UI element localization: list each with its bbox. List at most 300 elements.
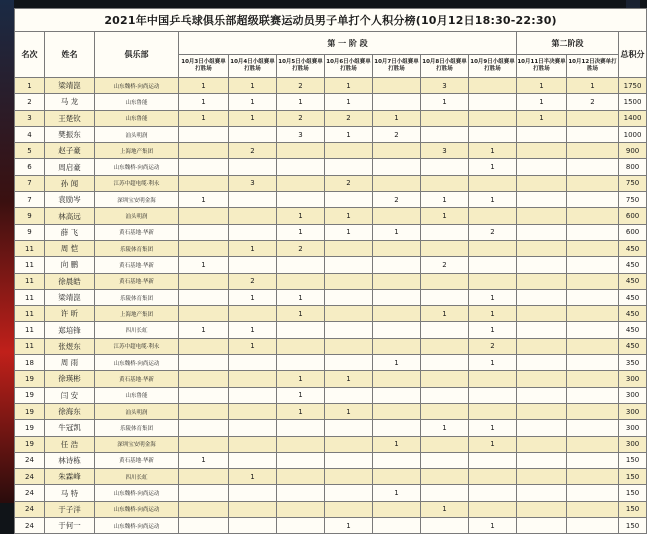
wins-cell [277, 485, 325, 501]
wins-cell [421, 289, 469, 305]
club-cell: 黄石基地·华新 [95, 224, 179, 240]
wins-cell: 1 [373, 355, 421, 371]
wins-cell [179, 126, 229, 142]
wins-cell [229, 355, 277, 371]
wins-cell [179, 371, 229, 387]
club-cell: 汕头明润 [95, 208, 179, 224]
rank-cell: 19 [15, 387, 45, 403]
player-name-cell: 林高远 [45, 208, 95, 224]
total-points-cell: 750 [619, 175, 647, 191]
club-cell: 山东魏桥·向尚运动 [95, 159, 179, 175]
wins-cell [229, 387, 277, 403]
rank-cell: 19 [15, 420, 45, 436]
table-row [15, 306, 647, 322]
player-name-cell: 于何一 [45, 518, 95, 534]
wins-cell [277, 175, 325, 191]
wins-cell: 1 [179, 78, 229, 94]
club-cell: 山东魏桥·向尚运动 [95, 518, 179, 534]
rank-cell: 9 [15, 224, 45, 240]
wins-cell [229, 485, 277, 501]
wins-cell: 1 [469, 436, 517, 452]
ranking-table [14, 8, 647, 534]
wins-cell [517, 355, 567, 371]
wins-cell [325, 143, 373, 159]
wins-cell [517, 387, 567, 403]
wins-cell [373, 289, 421, 305]
club-cell: 山东鲁能 [95, 387, 179, 403]
wins-cell [229, 257, 277, 273]
club-cell: 山东鲁能 [95, 110, 179, 126]
player-name-cell: 周 恺 [45, 240, 95, 256]
wins-cell: 1 [277, 403, 325, 419]
wins-cell [325, 257, 373, 273]
header-round: 10月4日小组赛单打胜场 [229, 55, 277, 78]
wins-cell: 1 [277, 387, 325, 403]
total-points-cell: 900 [619, 143, 647, 159]
background-left-strip [0, 0, 14, 503]
header-rank: 名次 [15, 32, 45, 78]
table-row [15, 338, 647, 354]
wins-cell: 1 [277, 208, 325, 224]
wins-cell: 1 [277, 371, 325, 387]
wins-cell [469, 126, 517, 142]
header-name: 姓名 [45, 32, 95, 78]
rank-cell: 11 [15, 240, 45, 256]
wins-cell [229, 501, 277, 517]
rank-cell: 24 [15, 518, 45, 534]
wins-cell [469, 501, 517, 517]
table-row [15, 452, 647, 468]
wins-cell: 1 [229, 289, 277, 305]
wins-cell: 1 [179, 257, 229, 273]
wins-cell: 1 [469, 306, 517, 322]
wins-cell [373, 371, 421, 387]
wins-cell: 1 [179, 110, 229, 126]
table-row [15, 94, 647, 110]
club-cell: 江苏中超电缆·利永 [95, 175, 179, 191]
wins-cell [325, 289, 373, 305]
wins-cell [421, 387, 469, 403]
rank-cell: 11 [15, 306, 45, 322]
wins-cell: 3 [277, 126, 325, 142]
total-points-cell: 150 [619, 469, 647, 485]
wins-cell [421, 355, 469, 371]
wins-cell [421, 452, 469, 468]
player-name-cell: 郑培锋 [45, 322, 95, 338]
wins-cell [469, 403, 517, 419]
wins-cell [567, 338, 619, 354]
wins-cell: 1 [517, 94, 567, 110]
club-cell: 黄石基地·华新 [95, 371, 179, 387]
wins-cell [229, 306, 277, 322]
player-name-cell: 许 昕 [45, 306, 95, 322]
wins-cell: 1 [469, 420, 517, 436]
rank-cell: 4 [15, 126, 45, 142]
club-cell: 黄石基地·华新 [95, 257, 179, 273]
player-name-cell: 朱霖峰 [45, 469, 95, 485]
wins-cell [567, 273, 619, 289]
wins-cell [179, 420, 229, 436]
wins-cell: 1 [229, 322, 277, 338]
wins-cell [373, 306, 421, 322]
wins-cell: 2 [567, 94, 619, 110]
rank-cell: 6 [15, 159, 45, 175]
wins-cell: 1 [229, 110, 277, 126]
wins-cell: 1 [325, 518, 373, 534]
wins-cell [277, 518, 325, 534]
wins-cell: 1 [373, 436, 421, 452]
player-name-cell: 梁靖崑 [45, 289, 95, 305]
wins-cell [567, 420, 619, 436]
wins-cell [567, 436, 619, 452]
wins-cell [229, 159, 277, 175]
wins-cell [373, 78, 421, 94]
wins-cell: 1 [277, 224, 325, 240]
player-name-cell: 周启豪 [45, 159, 95, 175]
wins-cell [179, 355, 229, 371]
wins-cell [229, 403, 277, 419]
wins-cell [325, 322, 373, 338]
wins-cell [469, 175, 517, 191]
club-cell: 黄石基地·华新 [95, 452, 179, 468]
total-points-cell: 600 [619, 224, 647, 240]
wins-cell [469, 208, 517, 224]
header-round: 10月9日小组赛单打胜场 [469, 55, 517, 78]
wins-cell [179, 338, 229, 354]
table-row [15, 192, 647, 208]
wins-cell [517, 306, 567, 322]
wins-cell [179, 387, 229, 403]
wins-cell: 1 [373, 110, 421, 126]
wins-cell [421, 518, 469, 534]
wins-cell [325, 338, 373, 354]
table-row [15, 518, 647, 534]
wins-cell [179, 289, 229, 305]
wins-cell: 1 [325, 94, 373, 110]
rank-cell: 1 [15, 78, 45, 94]
table-row [15, 501, 647, 517]
table-row [15, 322, 647, 338]
wins-cell [373, 175, 421, 191]
wins-cell [567, 208, 619, 224]
club-cell: 黄石基地·华新 [95, 273, 179, 289]
rank-cell: 18 [15, 355, 45, 371]
wins-cell: 2 [469, 338, 517, 354]
wins-cell: 2 [229, 273, 277, 289]
wins-cell [469, 78, 517, 94]
header-stage-1: 第 一 阶 段 [179, 32, 517, 55]
wins-cell [373, 322, 421, 338]
wins-cell: 1 [469, 322, 517, 338]
wins-cell [421, 240, 469, 256]
wins-cell [373, 469, 421, 485]
wins-cell [179, 469, 229, 485]
wins-cell [373, 420, 421, 436]
wins-cell [277, 143, 325, 159]
rank-cell: 19 [15, 371, 45, 387]
rank-cell: 24 [15, 501, 45, 517]
table-row [15, 469, 647, 485]
table-row [15, 403, 647, 419]
wins-cell: 1 [325, 224, 373, 240]
wins-cell [421, 224, 469, 240]
player-name-cell: 袁励岑 [45, 192, 95, 208]
table-row [15, 78, 647, 94]
wins-cell [229, 371, 277, 387]
header-round: 10月7日小组赛单打胜场 [373, 55, 421, 78]
wins-cell [277, 436, 325, 452]
wins-cell [277, 355, 325, 371]
wins-cell [325, 240, 373, 256]
wins-cell: 1 [179, 94, 229, 110]
table-row [15, 208, 647, 224]
header-round: 10月11日半决赛单打胜场 [517, 55, 567, 78]
wins-cell: 2 [229, 143, 277, 159]
club-cell: 四川长虹 [95, 322, 179, 338]
wins-cell [469, 469, 517, 485]
wins-cell [229, 518, 277, 534]
header-stage-2: 第二阶段 [517, 32, 619, 55]
wins-cell [421, 175, 469, 191]
wins-cell: 1 [469, 143, 517, 159]
player-name-cell: 闫 安 [45, 387, 95, 403]
wins-cell [373, 273, 421, 289]
wins-cell: 1 [421, 501, 469, 517]
total-points-cell: 450 [619, 240, 647, 256]
wins-cell [277, 338, 325, 354]
header-round: 10月12日决赛单打胜场 [567, 55, 619, 78]
rank-cell: 11 [15, 273, 45, 289]
wins-cell [517, 208, 567, 224]
wins-cell: 1 [469, 518, 517, 534]
wins-cell [325, 469, 373, 485]
table-row [15, 224, 647, 240]
wins-cell [567, 257, 619, 273]
wins-cell [517, 338, 567, 354]
player-name-cell: 徐晨皓 [45, 273, 95, 289]
total-points-cell: 750 [619, 192, 647, 208]
table-row [15, 355, 647, 371]
wins-cell [517, 240, 567, 256]
wins-cell [373, 403, 421, 419]
wins-cell [421, 371, 469, 387]
table-row [15, 159, 647, 175]
wins-cell [517, 289, 567, 305]
total-points-cell: 450 [619, 338, 647, 354]
wins-cell [179, 273, 229, 289]
total-points-cell: 450 [619, 257, 647, 273]
wins-cell [229, 420, 277, 436]
wins-cell [421, 485, 469, 501]
wins-cell [277, 452, 325, 468]
rank-cell: 7 [15, 192, 45, 208]
wins-cell [421, 338, 469, 354]
rank-cell: 11 [15, 257, 45, 273]
club-cell: 深圳宝安明金海 [95, 192, 179, 208]
player-name-cell: 徐海东 [45, 403, 95, 419]
player-name-cell: 马 龙 [45, 94, 95, 110]
wins-cell [325, 273, 373, 289]
wins-cell [373, 518, 421, 534]
wins-cell: 1 [517, 110, 567, 126]
wins-cell [325, 420, 373, 436]
wins-cell [517, 420, 567, 436]
wins-cell [517, 452, 567, 468]
table-row [15, 436, 647, 452]
wins-cell [517, 224, 567, 240]
table-row [15, 387, 647, 403]
wins-cell [179, 224, 229, 240]
wins-cell [567, 355, 619, 371]
wins-cell: 1 [229, 469, 277, 485]
wins-cell [567, 322, 619, 338]
total-points-cell: 450 [619, 306, 647, 322]
wins-cell: 1 [179, 452, 229, 468]
wins-cell: 1 [229, 240, 277, 256]
wins-cell [179, 240, 229, 256]
wins-cell [277, 322, 325, 338]
wins-cell [517, 501, 567, 517]
wins-cell [373, 452, 421, 468]
wins-cell [229, 436, 277, 452]
wins-cell [469, 257, 517, 273]
table-row [15, 143, 647, 159]
rank-cell: 19 [15, 403, 45, 419]
table-row [15, 175, 647, 191]
total-points-cell: 300 [619, 420, 647, 436]
wins-cell [567, 240, 619, 256]
wins-cell [229, 208, 277, 224]
wins-cell [277, 159, 325, 175]
rank-cell: 9 [15, 208, 45, 224]
header-round: 10月5日小组赛单打胜场 [277, 55, 325, 78]
wins-cell [567, 143, 619, 159]
wins-cell [567, 387, 619, 403]
player-name-cell: 孙 闻 [45, 175, 95, 191]
wins-cell [373, 338, 421, 354]
wins-cell [469, 94, 517, 110]
total-points-cell: 150 [619, 485, 647, 501]
wins-cell [325, 485, 373, 501]
wins-cell: 1 [325, 403, 373, 419]
player-name-cell: 王楚钦 [45, 110, 95, 126]
wins-cell [325, 436, 373, 452]
rank-cell: 24 [15, 485, 45, 501]
total-points-cell: 300 [619, 403, 647, 419]
wins-cell [277, 469, 325, 485]
wins-cell [325, 501, 373, 517]
wins-cell [373, 257, 421, 273]
wins-cell: 3 [421, 143, 469, 159]
wins-cell [373, 387, 421, 403]
table-row [15, 273, 647, 289]
wins-cell [277, 192, 325, 208]
wins-cell [469, 110, 517, 126]
wins-cell [325, 452, 373, 468]
wins-cell: 1 [469, 289, 517, 305]
wins-cell [179, 436, 229, 452]
wins-cell: 1 [373, 485, 421, 501]
header-round: 10月6日小组赛单打胜场 [325, 55, 373, 78]
player-name-cell: 薛 飞 [45, 224, 95, 240]
player-name-cell: 于子洋 [45, 501, 95, 517]
wins-cell: 1 [229, 78, 277, 94]
player-name-cell: 任 浩 [45, 436, 95, 452]
player-name-cell: 樊振东 [45, 126, 95, 142]
wins-cell: 1 [469, 355, 517, 371]
wins-cell: 2 [277, 110, 325, 126]
wins-cell: 2 [469, 224, 517, 240]
player-name-cell: 向 鹏 [45, 257, 95, 273]
wins-cell: 1 [277, 289, 325, 305]
wins-cell [469, 485, 517, 501]
wins-cell [277, 257, 325, 273]
wins-cell: 1 [421, 192, 469, 208]
wins-cell [421, 159, 469, 175]
wins-cell: 3 [229, 175, 277, 191]
wins-cell: 2 [325, 110, 373, 126]
total-points-cell: 450 [619, 289, 647, 305]
header-round: 10月8日小组赛单打胜场 [421, 55, 469, 78]
wins-cell [517, 436, 567, 452]
total-points-cell: 800 [619, 159, 647, 175]
wins-cell [179, 159, 229, 175]
wins-cell: 1 [421, 208, 469, 224]
wins-cell [277, 273, 325, 289]
wins-cell [421, 436, 469, 452]
wins-cell: 1 [325, 126, 373, 142]
club-cell: 山东魏桥·向尚运动 [95, 78, 179, 94]
rank-cell: 11 [15, 322, 45, 338]
player-name-cell: 梁靖崑 [45, 78, 95, 94]
wins-cell [229, 192, 277, 208]
wins-cell: 1 [421, 306, 469, 322]
wins-cell: 2 [277, 78, 325, 94]
wins-cell [179, 175, 229, 191]
total-points-cell: 450 [619, 322, 647, 338]
wins-cell: 1 [229, 94, 277, 110]
wins-cell [277, 420, 325, 436]
club-cell: 乐陵体育集团 [95, 420, 179, 436]
total-points-cell: 350 [619, 355, 647, 371]
wins-cell [517, 159, 567, 175]
rank-cell: 11 [15, 338, 45, 354]
wins-cell [421, 110, 469, 126]
club-cell: 山东魏桥·向尚运动 [95, 485, 179, 501]
header-total: 总积分 [619, 32, 647, 78]
wins-cell [179, 208, 229, 224]
wins-cell [567, 192, 619, 208]
wins-cell [325, 159, 373, 175]
wins-cell [517, 273, 567, 289]
wins-cell [373, 240, 421, 256]
table-row [15, 420, 647, 436]
wins-cell [517, 143, 567, 159]
wins-cell: 1 [469, 159, 517, 175]
wins-cell [469, 452, 517, 468]
rank-cell: 7 [15, 175, 45, 191]
wins-cell [567, 403, 619, 419]
wins-cell [277, 501, 325, 517]
club-cell: 山东魏桥·向尚运动 [95, 355, 179, 371]
rank-cell: 24 [15, 469, 45, 485]
wins-cell [229, 452, 277, 468]
table-row [15, 110, 647, 126]
player-name-cell: 牛冠凯 [45, 420, 95, 436]
wins-cell [179, 485, 229, 501]
total-points-cell: 1000 [619, 126, 647, 142]
wins-cell [179, 143, 229, 159]
